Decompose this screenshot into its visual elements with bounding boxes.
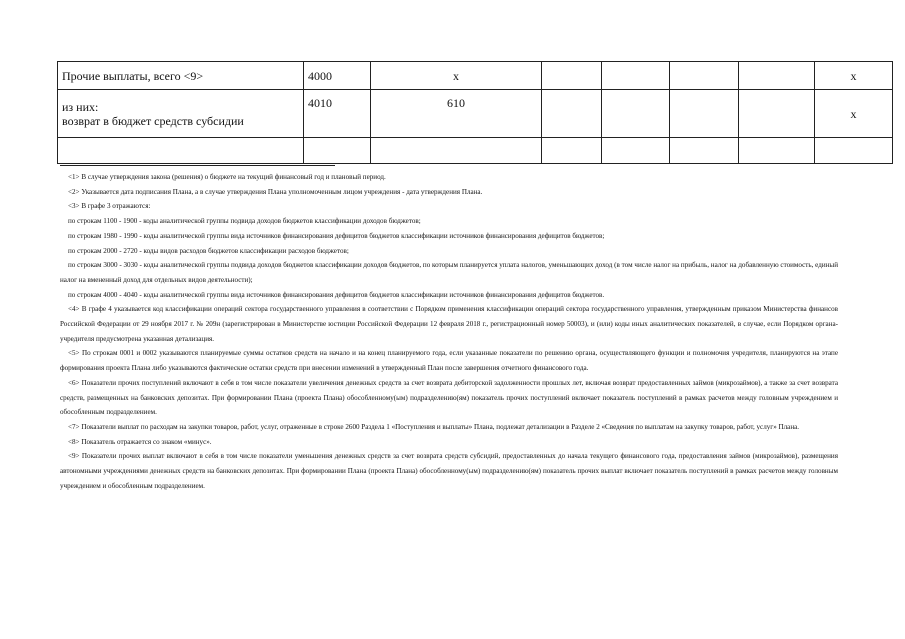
footnote-3-source-rows: по строкам 4000 - 4040 - коды аналитической группы вида источников финансирования дефицитов бюджетов классификации источников финансирования дефицитов бюджетов. — [68, 290, 605, 299]
footnote-1: <1> В случае утверждения закона (решения) о бюджете на текущий финансовый год и плановый период. — [68, 173, 386, 181]
empty-cell — [670, 62, 739, 90]
plan-table — [57, 61, 893, 164]
footnote-7: <7> Показатели выплат по расходам на закупки товаров, работ, услуг, отраженные в строке 2600 Раздела 1 «Поступления и выплаты» Плана, подлежат детализации в Разделе 2 «Сведения по выплатам на закупку товаров, работ, услуг» Плана. — [68, 422, 800, 431]
footnote-9: <9> Показатели прочих выплат включают в себя в том числе показатели уменьшения денежных средств за счет возврата средств субсидий, предоставленных до начала текущего финансового года, предоставления займов (микрозаймов), размещения автономными учреждениями денежных средств на банковских депозитах. При формировании Плана (проекта Плана) обособленному(ым) подразделению(ям) показатель прочих выплат включает показатель поступлений в рамках расчетов между головным учреждением и обособленным подразделением. — [60, 452, 838, 490]
row-name-cell — [58, 90, 304, 138]
row-name-line: из них: — [62, 99, 99, 114]
empty-cell — [602, 138, 670, 164]
table-row — [58, 90, 893, 138]
footnote-3-expense-rows: по строкам 2000 - 2720 - коды видов расходов бюджетов классификации расходов бюджетов; — [68, 246, 349, 255]
row-name-line: возврат в бюджет средств субсидии — [62, 113, 244, 128]
footnote-2: <2> Указывается дата подписания Плана, а в случае утверждения Плана уполномоченным лицом учреждения - дата утверждения Плана. — [68, 187, 483, 196]
row-name-cell — [58, 138, 304, 164]
footnote-3-deficit-rows: по строкам 1980 - 1990 - коды аналитической группы вида источников финансирования дефицитов бюджетов классификации источников финансирования дефицитов бюджетов; — [68, 231, 605, 240]
footnote-3: <3> В графе 3 отражаются: — [68, 202, 151, 211]
empty-cell — [739, 138, 815, 164]
row-name-cell — [58, 62, 304, 90]
empty-cell — [542, 138, 602, 164]
empty-cell — [739, 62, 815, 90]
row-name-line: Прочие выплаты, всего <9> — [62, 68, 204, 83]
footnote-5: <5> По строкам 0001 и 0002 указываются планируемые суммы остатков средств на начало и на конец планируемого года, если указанные показатели по решению органа, осуществляющего функции и полномочия учредителя, планируются на этапе формирования проекта Плана либо указываются фактические остатки средств при внесении изменений в утвержденный План после завершения отчетного финансового года. — [60, 349, 838, 373]
row-kind-cell — [371, 138, 542, 164]
empty-cell — [542, 62, 602, 90]
footnote-8: <8> Показатель отражается со знаком «минус». — [68, 437, 212, 446]
row-kind-cell: 610 — [371, 90, 542, 138]
table-row — [58, 62, 893, 90]
empty-cell — [739, 90, 815, 138]
footnote-6: <6> Показатели прочих поступлений включают в себя в том числе показатели увеличения денежных средств за счет возврата дебиторской задолженности прошлых лет, включая возврат предоставленных займов (микрозаймов), а также за счет возврата средств, размещенных на банковских депозитах. При формировании Плана (проекта Плана) обособленному(ым) подразделению(ям) показатель прочих поступлений включает показатель поступлений в рамках расчетов между головным учреждением и обособленным подразделением. — [60, 378, 838, 417]
empty-cell — [670, 90, 739, 138]
footnote-4: <4> В графе 4 указывается код классификации операций сектора государственного управления в соответствии с Порядком применения классификации операций сектора государственного управления, утвержденным приказом Министерства финансов Российской Федерации от 29 ноября 2017 г. № 209н (зарегистрирован в Министерстве юстиции Российской Федерации 12 февраля 2018 г., регистрационный номер 50003), и (или) коды иных аналитических показателей, в случае, если Порядком органа-учредителя предусмотрена указанная детализация. — [60, 305, 838, 343]
table-row — [58, 138, 893, 164]
row-last-cell: x — [815, 90, 893, 138]
row-code-cell — [304, 138, 371, 164]
empty-cell — [602, 90, 670, 138]
footnote-separator — [60, 165, 335, 166]
empty-cell — [542, 90, 602, 138]
footnotes — [60, 170, 838, 493]
empty-cell — [602, 62, 670, 90]
footnote-3-tax-rows: по строкам 3000 - 3030 - коды аналитической группы подвида доходов бюджетов классификации доходов бюджетов, по которым планируется уплата налогов, уменьшающих доход (в том числе налог на прибыль, налог на добавленную стоимость, единый налог на вмененный доход для отдельных видов деятельности); — [60, 261, 838, 284]
row-last-cell: x — [815, 62, 893, 90]
row-kind-cell: x — [371, 62, 542, 90]
row-code-cell: 4010 — [304, 90, 371, 138]
row-code-cell: 4000 — [304, 62, 371, 90]
empty-cell — [670, 138, 739, 164]
row-last-cell — [815, 138, 893, 164]
footnote-3-income-rows: по строкам 1100 - 1900 - коды аналитической группы подвида доходов бюджетов классификации доходов бюджетов; — [68, 217, 421, 226]
